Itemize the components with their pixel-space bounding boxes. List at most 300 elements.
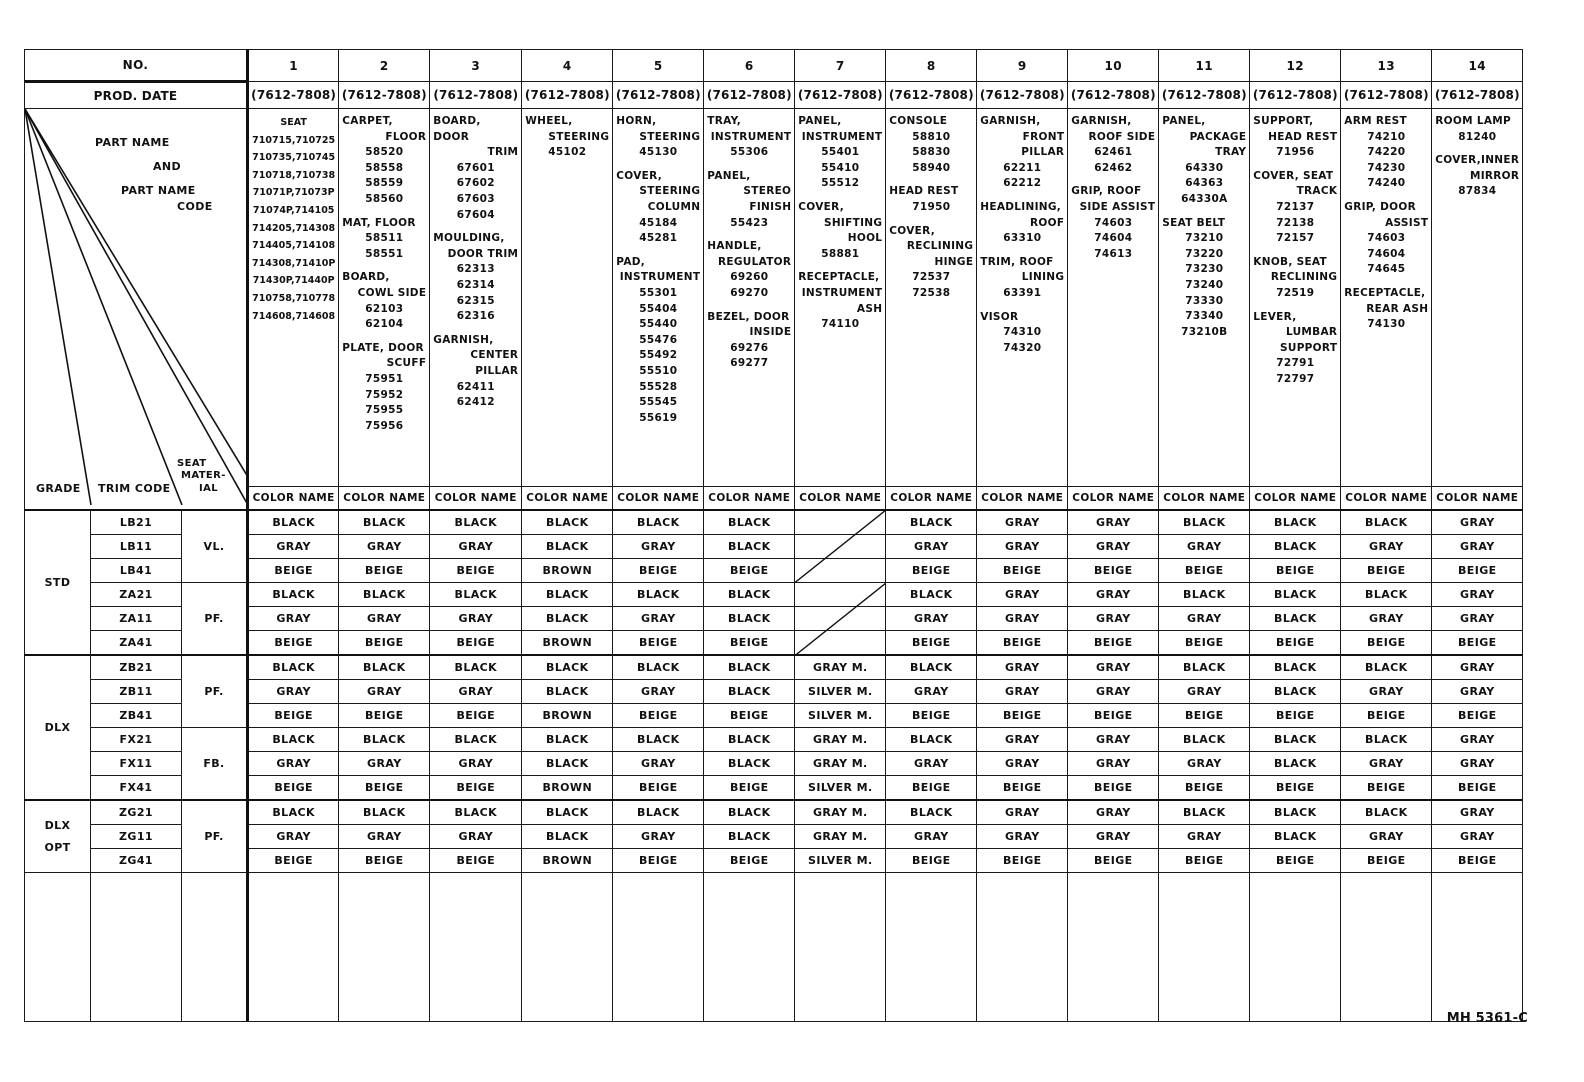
part-gap xyxy=(798,262,882,270)
part-code: 55301 xyxy=(639,286,678,299)
part-name xyxy=(342,270,426,301)
prod-date: (7612-7808) xyxy=(886,82,977,109)
part-name xyxy=(342,341,426,372)
color-cell: BLACK xyxy=(1250,655,1341,680)
part-name-line: HORN, xyxy=(616,115,657,127)
color-name-header: COLOR NAME xyxy=(248,487,339,511)
prod-date: (7612-7808) xyxy=(522,82,613,109)
color-cell: GRAY xyxy=(1341,535,1432,559)
color-cell: GRAY xyxy=(1068,825,1159,849)
part-name-line: TRIM, ROOF xyxy=(980,255,1054,268)
color-name-header: COLOR NAME xyxy=(1341,487,1432,511)
color-cell: BEIGE xyxy=(1159,849,1250,873)
part-code: 74613 xyxy=(1094,247,1133,260)
color-name-header: COLOR NAME xyxy=(1068,487,1159,511)
color-cell: GRAY xyxy=(339,607,430,631)
part-name-line: GRIP, ROOF xyxy=(1071,185,1142,198)
part-name-line: GRIP, DOOR xyxy=(1344,200,1416,213)
color-cell: BEIGE xyxy=(248,776,339,801)
prod-date: (7612-7808) xyxy=(977,82,1068,109)
part-code: 75952 xyxy=(365,388,404,401)
part-code: 69270 xyxy=(730,286,769,299)
part-name xyxy=(980,255,1064,286)
color-cell: BLACK xyxy=(1250,535,1341,559)
color-cell: BEIGE xyxy=(704,849,795,873)
part-code: 58558 xyxy=(365,161,404,174)
part-name-line: PAD, xyxy=(616,255,646,268)
blank-cell xyxy=(704,873,795,1022)
part-code: 58830 xyxy=(912,146,951,159)
part-code: 714205,714308 xyxy=(252,222,336,234)
part-code: 74603 xyxy=(1367,232,1406,245)
column-number: 7 xyxy=(795,50,886,82)
table-row xyxy=(25,849,1523,873)
part-name-list xyxy=(1071,114,1155,262)
color-cell: BEIGE xyxy=(1250,559,1341,583)
color-cell: BLACK xyxy=(248,510,339,535)
part-name-line: SEAT BELT xyxy=(1162,216,1226,229)
header-row-part-names xyxy=(25,109,1523,487)
part-name-line: CENTER xyxy=(470,349,519,362)
table-row xyxy=(25,510,1523,535)
color-cell: BEIGE xyxy=(339,704,430,728)
part-code: 45130 xyxy=(639,146,678,159)
color-cell: BEIGE xyxy=(1432,559,1523,583)
part-code: 62316 xyxy=(456,310,495,323)
color-cell: BEIGE xyxy=(248,849,339,873)
color-cell: GRAY xyxy=(613,825,704,849)
corner-trim-code: TRIM CODE xyxy=(98,482,171,495)
part-code: 63310 xyxy=(1003,232,1042,245)
part-code: 74320 xyxy=(1003,341,1042,354)
color-cell: BEIGE xyxy=(430,776,522,801)
corner-part-name-2: PART NAME xyxy=(121,184,196,197)
part-name-list xyxy=(1162,114,1246,340)
color-cell: GRAY xyxy=(1432,655,1523,680)
part-code: 62462 xyxy=(1094,161,1133,174)
part-name-line: ROOF xyxy=(1029,216,1065,229)
part-name-cell xyxy=(1068,109,1159,487)
part-name-line: SEAT xyxy=(280,117,307,128)
color-cell: GRAY xyxy=(977,825,1068,849)
table-row xyxy=(25,559,1523,583)
part-code: 63391 xyxy=(1003,286,1042,299)
part-code: 75955 xyxy=(365,404,404,417)
part-name-line: PANEL, xyxy=(798,115,842,127)
part-code: 69260 xyxy=(730,271,769,284)
color-cell: BLACK xyxy=(1159,510,1250,535)
part-code: 74603 xyxy=(1094,216,1133,229)
part-name xyxy=(1162,216,1246,232)
part-code: 714608,714608 xyxy=(252,310,336,322)
color-cell: BLACK xyxy=(704,655,795,680)
part-code: 71430P,71440P xyxy=(252,275,335,287)
part-code: 62211 xyxy=(1003,161,1042,174)
header-row-color-name xyxy=(25,487,1523,511)
color-cell: GRAY xyxy=(1432,607,1523,631)
trim-color-chart xyxy=(24,49,1523,1022)
part-name xyxy=(1435,114,1519,130)
part-name-line: TRAY xyxy=(1215,146,1247,159)
color-cell: BLACK xyxy=(704,607,795,631)
blank-cell xyxy=(795,873,886,1022)
part-name-line: CARPET, xyxy=(342,115,393,127)
part-code: 75956 xyxy=(365,419,404,432)
color-name-header: COLOR NAME xyxy=(977,487,1068,511)
color-cell: BEIGE xyxy=(1068,559,1159,583)
part-name-line: FLOOR xyxy=(385,130,427,143)
part-code: 69276 xyxy=(730,341,769,354)
color-cell: BEIGE xyxy=(886,631,977,656)
part-name-line: GARNISH, xyxy=(980,115,1041,127)
color-cell: BEIGE xyxy=(1250,704,1341,728)
color-cell: BEIGE xyxy=(1341,631,1432,656)
blank-cell xyxy=(182,873,248,1022)
corner-part-name: PART NAME xyxy=(95,136,170,149)
color-cell: BEIGE xyxy=(430,559,522,583)
part-code: 55619 xyxy=(639,411,678,424)
color-cell: SILVER M. xyxy=(795,776,886,801)
color-cell: BEIGE xyxy=(1341,776,1432,801)
color-cell: GRAY xyxy=(886,825,977,849)
color-cell: BEIGE xyxy=(886,559,977,583)
part-name-list xyxy=(1253,114,1337,388)
part-gap xyxy=(707,302,791,310)
table-row xyxy=(25,655,1523,680)
color-cell: GRAY xyxy=(886,752,977,776)
blank-cell xyxy=(1068,873,1159,1022)
part-code: 73220 xyxy=(1185,247,1224,260)
part-name-cell xyxy=(522,109,613,487)
part-name-line: COLUMN xyxy=(647,200,701,213)
part-gap xyxy=(1071,176,1155,184)
part-gap xyxy=(1344,278,1428,286)
trim-code: ZB21 xyxy=(91,655,182,680)
color-cell: BEIGE xyxy=(704,559,795,583)
color-cell: BLACK xyxy=(339,800,430,825)
part-code: 58511 xyxy=(365,232,404,245)
color-cell: BEIGE xyxy=(613,776,704,801)
column-number: 13 xyxy=(1341,50,1432,82)
color-name-header: COLOR NAME xyxy=(1159,487,1250,511)
color-cell: GRAY M. xyxy=(795,728,886,752)
part-code: 73240 xyxy=(1185,278,1224,291)
part-name xyxy=(1344,200,1428,231)
part-name-cell xyxy=(613,109,704,487)
part-name xyxy=(342,216,426,232)
part-name xyxy=(707,114,791,145)
color-cell: BLACK xyxy=(430,510,522,535)
color-cell: BROWN xyxy=(522,704,613,728)
part-name xyxy=(798,114,882,145)
grade-cell: DLX xyxy=(25,655,91,800)
color-name-header: COLOR NAME xyxy=(795,487,886,511)
color-cell: BLACK xyxy=(248,583,339,607)
part-code: 67603 xyxy=(456,192,495,205)
color-cell: BLACK xyxy=(1341,728,1432,752)
seat-material: PF. xyxy=(182,655,248,728)
part-name-list xyxy=(252,114,335,325)
part-code: 75951 xyxy=(365,372,404,385)
part-name-list xyxy=(616,114,700,426)
part-code: 58520 xyxy=(365,146,404,159)
color-cell: BEIGE xyxy=(977,776,1068,801)
part-code: 55410 xyxy=(821,161,860,174)
color-cell: BEIGE xyxy=(613,559,704,583)
part-gap xyxy=(616,161,700,169)
color-cell: BLACK xyxy=(704,583,795,607)
part-name xyxy=(1344,114,1428,130)
part-name-line: INSTRUMENT xyxy=(619,271,701,284)
part-code: 72791 xyxy=(1276,357,1315,370)
part-gap xyxy=(1435,145,1519,153)
part-code: 72797 xyxy=(1276,372,1315,385)
part-name xyxy=(1344,286,1428,317)
color-cell: BEIGE xyxy=(430,704,522,728)
color-cell: BLACK xyxy=(704,800,795,825)
color-cell: BEIGE xyxy=(248,704,339,728)
color-cell: BLACK xyxy=(522,655,613,680)
part-gap xyxy=(707,231,791,239)
prod-date: (7612-7808) xyxy=(339,82,430,109)
part-name-line: INSTRUMENT xyxy=(710,130,792,143)
trim-code: ZA11 xyxy=(91,607,182,631)
part-code: 62313 xyxy=(456,263,495,276)
part-name-line: STEERING xyxy=(548,130,610,143)
part-name-line: SCUFF xyxy=(386,357,427,370)
prod-date: (7612-7808) xyxy=(1250,82,1341,109)
part-name-cell xyxy=(430,109,522,487)
part-code: 714308,71410P xyxy=(252,257,336,269)
color-cell: BLACK xyxy=(1250,583,1341,607)
color-name-header: COLOR NAME xyxy=(613,487,704,511)
part-code: 55512 xyxy=(821,177,860,190)
part-name xyxy=(1435,153,1519,184)
part-name-list xyxy=(342,114,426,434)
color-cell: GRAY xyxy=(1341,825,1432,849)
table-row xyxy=(25,704,1523,728)
part-name-line: RECLINING xyxy=(906,240,974,253)
part-code: 74110 xyxy=(821,318,860,331)
part-code: 64330 xyxy=(1185,161,1224,174)
part-code: 55404 xyxy=(639,302,678,315)
part-name-line: FRONT xyxy=(1022,130,1065,143)
part-code: 72519 xyxy=(1276,286,1315,299)
part-name-line: STEERING xyxy=(639,130,701,143)
color-cell: BLACK xyxy=(704,728,795,752)
color-cell: GRAY xyxy=(977,607,1068,631)
color-cell: GRAY xyxy=(1432,800,1523,825)
table-row xyxy=(25,631,1523,656)
color-cell: BEIGE xyxy=(1250,631,1341,656)
color-cell: BLACK xyxy=(613,510,704,535)
seat-material: FB. xyxy=(182,728,248,801)
color-cell: GRAY xyxy=(430,825,522,849)
color-cell: BLACK xyxy=(886,800,977,825)
header-row-no xyxy=(25,50,1523,82)
part-code: 55492 xyxy=(639,349,678,362)
color-cell: GRAY M. xyxy=(795,752,886,776)
part-code: 710758,710778 xyxy=(252,292,336,304)
color-cell: GRAY xyxy=(339,535,430,559)
part-name xyxy=(1253,114,1337,145)
part-gap xyxy=(1162,208,1246,216)
part-code: 55306 xyxy=(730,146,769,159)
color-cell: GRAY xyxy=(1068,535,1159,559)
color-cell: BLACK xyxy=(1341,510,1432,535)
color-cell: GRAY xyxy=(886,680,977,704)
part-code: 714405,714108 xyxy=(252,240,336,252)
color-cell: BEIGE xyxy=(1159,776,1250,801)
trim-code: ZB11 xyxy=(91,680,182,704)
color-cell: BLACK xyxy=(704,535,795,559)
seat-material: VL. xyxy=(182,510,248,583)
part-name-line: HANDLE, xyxy=(707,240,762,253)
part-name-line: HEADLINING, xyxy=(980,200,1062,213)
color-cell: BEIGE xyxy=(1250,776,1341,801)
color-cell: BEIGE xyxy=(886,704,977,728)
part-name-line: COWL SIDE xyxy=(357,286,427,299)
column-number: 6 xyxy=(704,50,795,82)
trim-code: LB21 xyxy=(91,510,182,535)
color-cell: GRAY M. xyxy=(795,825,886,849)
color-cell: BLACK xyxy=(248,728,339,752)
part-code: 71074P,714105 xyxy=(252,204,335,216)
part-name-line: HOOL xyxy=(847,232,883,245)
header-row-prod-date xyxy=(25,82,1523,109)
color-cell: BEIGE xyxy=(1341,559,1432,583)
part-name-line: RECLINING xyxy=(1270,271,1338,284)
color-cell: BLACK xyxy=(248,655,339,680)
color-cell: GRAY xyxy=(1341,680,1432,704)
part-name xyxy=(616,114,700,145)
color-cell: GRAY xyxy=(430,607,522,631)
part-name xyxy=(342,114,426,145)
color-cell: BEIGE xyxy=(1159,631,1250,656)
part-name-line: STEERING xyxy=(639,185,701,198)
part-name xyxy=(980,310,1064,326)
part-code: 72157 xyxy=(1276,232,1315,245)
color-cell: GRAY xyxy=(248,535,339,559)
blank-cell xyxy=(1341,873,1432,1022)
part-name-line: PANEL, xyxy=(1162,115,1206,127)
color-cell: BLACK xyxy=(886,728,977,752)
color-cell: BLACK xyxy=(613,800,704,825)
part-name-cell xyxy=(1159,109,1250,487)
trim-code: LB41 xyxy=(91,559,182,583)
part-name-cell xyxy=(1432,109,1523,487)
part-code: 81240 xyxy=(1458,130,1497,143)
color-cell: BEIGE xyxy=(430,631,522,656)
part-name xyxy=(980,200,1064,231)
color-cell: BLACK xyxy=(1159,583,1250,607)
part-name-cell xyxy=(339,109,430,487)
color-name-header: COLOR NAME xyxy=(1432,487,1523,511)
column-number: 3 xyxy=(430,50,522,82)
color-cell: GRAY xyxy=(1159,607,1250,631)
corner-diagonal-line xyxy=(25,109,248,477)
part-name-cell xyxy=(977,109,1068,487)
part-code: 74604 xyxy=(1094,232,1133,245)
corner-and: AND xyxy=(153,160,182,173)
part-name-line: GARNISH, xyxy=(1071,115,1132,127)
color-cell: BLACK xyxy=(522,728,613,752)
part-name xyxy=(889,224,973,271)
part-gap xyxy=(433,223,518,231)
part-name-line: INSTRUMENT xyxy=(801,286,883,299)
part-code: 62103 xyxy=(365,302,404,315)
part-gap xyxy=(1344,192,1428,200)
table-row xyxy=(25,776,1523,801)
color-cell: BLACK xyxy=(522,535,613,559)
prod-date: (7612-7808) xyxy=(613,82,704,109)
blank-cell xyxy=(1159,873,1250,1022)
color-cell: GRAY xyxy=(977,680,1068,704)
color-cell: BROWN xyxy=(522,559,613,583)
corner-diagonals xyxy=(25,109,248,505)
prod-date: (7612-7808) xyxy=(1341,82,1432,109)
blank-cell xyxy=(248,873,339,1022)
part-code: 72137 xyxy=(1276,200,1315,213)
color-cell: BLACK xyxy=(1250,728,1341,752)
color-cell: GRAY xyxy=(248,752,339,776)
color-cell: SILVER M. xyxy=(795,680,886,704)
part-name-line: SUPPORT xyxy=(1280,341,1338,354)
color-name-header: COLOR NAME xyxy=(430,487,522,511)
part-gap xyxy=(980,247,1064,255)
color-cell: GRAY xyxy=(1159,752,1250,776)
color-cell: BLACK xyxy=(339,728,430,752)
part-name-list xyxy=(1344,114,1428,333)
part-name-list xyxy=(433,114,518,411)
color-cell: BLACK xyxy=(886,510,977,535)
part-code: 55528 xyxy=(639,380,678,393)
part-name-line: BOARD, DOOR xyxy=(433,115,481,143)
part-name-line: LUMBAR xyxy=(1285,326,1338,339)
grade-line-1: DLX xyxy=(44,818,71,832)
color-cell: GRAY xyxy=(977,510,1068,535)
column-number: 11 xyxy=(1159,50,1250,82)
trim-code: ZA21 xyxy=(91,583,182,607)
color-cell: BLACK xyxy=(1341,655,1432,680)
color-cell: BEIGE xyxy=(1159,559,1250,583)
color-cell: BROWN xyxy=(522,849,613,873)
part-name-line: FINISH xyxy=(749,200,792,213)
color-cell: BEIGE xyxy=(704,776,795,801)
color-cell: BLACK xyxy=(1250,607,1341,631)
part-name xyxy=(616,255,700,286)
color-cell: GRAY xyxy=(430,752,522,776)
color-cell: BEIGE xyxy=(1432,849,1523,873)
color-cell: GRAY xyxy=(339,752,430,776)
color-cell: GRAY xyxy=(1068,800,1159,825)
color-cell: BEIGE xyxy=(1341,849,1432,873)
color-cell: BEIGE xyxy=(1068,704,1159,728)
part-code: 45102 xyxy=(548,146,587,159)
color-cell: BEIGE xyxy=(1159,704,1250,728)
part-code: 55510 xyxy=(639,364,678,377)
color-cell: GRAY xyxy=(1159,825,1250,849)
part-gap xyxy=(1253,161,1337,169)
part-code: 58940 xyxy=(912,161,951,174)
part-name-line: HINGE xyxy=(934,255,974,268)
part-code: 73330 xyxy=(1185,294,1224,307)
color-cell: BEIGE xyxy=(248,631,339,656)
color-cell: BLACK xyxy=(248,800,339,825)
part-name-line: COVER, xyxy=(616,169,663,182)
part-name-cell xyxy=(886,109,977,487)
part-code: 64363 xyxy=(1185,177,1224,190)
